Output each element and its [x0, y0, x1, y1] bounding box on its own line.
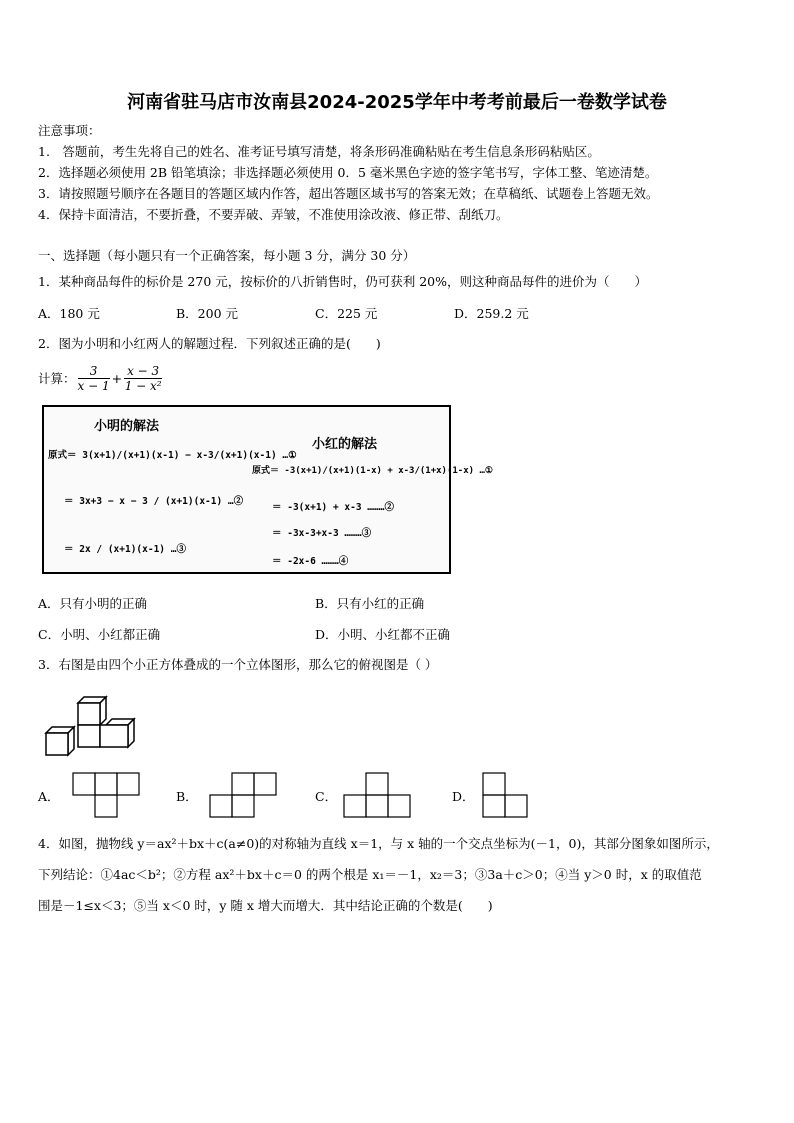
- xiaohong-title: 小红的解法: [312, 437, 378, 452]
- q3-option-d-label[interactable]: D．: [452, 789, 475, 804]
- q4-stem-line-3: 围是－1≤x＜3；⑤当 x＜0 时，y 随 x 增大而增大．其中结论正确的个数是( ): [38, 898, 493, 913]
- q2-calc-label: 计算：: [38, 371, 76, 386]
- q3-option-b-figure[interactable]: [209, 772, 277, 818]
- q2-solution-image: [42, 405, 493, 574]
- notice-heading: 注意事项：: [38, 123, 101, 138]
- q2-fraction-1: [78, 364, 110, 393]
- q3-option-c-figure[interactable]: [343, 772, 411, 818]
- q2-fraction-2-denominator: 1 − x²: [124, 378, 162, 393]
- q1-stem: 1．某种商品每件的标价是 270 元，按标价的八折销售时，仍可获利 20%，则这种商品每件的进价为（ ）: [38, 274, 648, 289]
- xiaoming-step-2: ＝ 3x+3 − x − 3 / (x+1)(x-1) …②: [64, 496, 244, 507]
- notice-item-4: 4．保持卡面清洁，不要折叠，不要弄破、弄皱，不准使用涂改液、修正带、刮纸刀。: [38, 207, 509, 222]
- xiaoming-step-1: 原式＝ 3(x+1)/(x+1)(x-1) − x-3/(x+1)(x-1) …①: [48, 450, 297, 461]
- q1-option-c[interactable]: C．225 元: [315, 306, 378, 321]
- notice-item-1: 1. 答题前，考生先将自己的姓名、准考证号填写清楚，将条形码准确粘贴在考生信息条形码粘贴区。: [38, 144, 600, 159]
- xiaohong-step-2: ＝ -3(x+1) + x-3 ………②: [272, 502, 394, 513]
- xiaohong-step-3: ＝ -3x-3+x-3 ………③: [272, 528, 372, 539]
- xiaohong-step-1: 原式＝ -3(x+1)/(x+1)(1-x) + x-3/(1+x)(1-x) …①: [252, 466, 493, 476]
- q2-calc-expression: [38, 358, 164, 398]
- notice-item-2: 2．选择题必须使用 2B 铅笔填涂；非选择题必须使用 0．5 毫米黑色字迹的签字笔书写，字体工整、笔迹清楚。: [38, 165, 658, 180]
- xiaoming-title: 小明的解法: [94, 419, 160, 434]
- q3-stem: 3．右图是由四个小正方体叠成的一个立体图形，那么它的俯视图是（ ）: [38, 657, 438, 672]
- q2-option-b[interactable]: B．只有小红的正确: [315, 596, 425, 611]
- notice-item-3: 3．请按照题号顺序在各题目的答题区域内作答，超出答题区域书写的答案无效；在草稿纸、试题卷上答题无效。: [38, 186, 659, 201]
- q3-option-a-figure[interactable]: [72, 772, 140, 818]
- q2-option-c[interactable]: C．小明、小红都正确: [38, 627, 161, 642]
- q3-cube-figure: [44, 693, 140, 759]
- q1-option-a[interactable]: A．180 元: [38, 306, 100, 321]
- q2-fraction-2-numerator: x − 3: [124, 364, 162, 379]
- q1-option-d[interactable]: D．259.2 元: [454, 306, 529, 321]
- xiaoming-step-3: ＝ 2x / (x+1)(x-1) …③: [64, 544, 186, 555]
- q2-stem: 2．图为小明和小红两人的解题过程．下列叙述正确的是( ): [38, 336, 381, 351]
- q2-option-a[interactable]: A．只有小明的正确: [38, 596, 148, 611]
- q3-option-c-label[interactable]: C．: [315, 789, 338, 804]
- q3-option-a-label[interactable]: A．: [38, 789, 60, 804]
- q2-fraction-2: [124, 364, 162, 393]
- q1-option-b[interactable]: B．200 元: [176, 306, 239, 321]
- q3-option-d-figure[interactable]: [482, 772, 530, 818]
- section-heading: 一、选择题（每小题只有一个正确答案，每小题 3 分，满分 30 分）: [38, 248, 416, 263]
- q2-fraction-1-numerator: 3: [78, 364, 110, 379]
- q4-stem-line-2: 下列结论：①4ac＜b²；②方程 ax²＋bx＋c＝0 的两个根是 x₁＝－1，x₂＝3；③3a＋c＞0；④当 y＞0 时，x 的取值范: [38, 867, 702, 882]
- page-title: 河南省驻马店市汝南县2024-2025学年中考考前最后一卷数学试卷: [127, 92, 667, 113]
- xiaohong-step-4: ＝ -2x-6 ………④: [272, 556, 349, 567]
- q2-fraction-1-denominator: x − 1: [77, 378, 110, 393]
- q2-plus-sign: +: [111, 370, 123, 386]
- q4-stem-line-1: 4．如图，抛物线 y＝ax²＋bx＋c(a≠0)的对称轴为直线 x＝1，与 x 轴的一个交点坐标为(－1，0)，其部分图象如图所示，: [38, 836, 719, 851]
- q3-option-b-label[interactable]: B．: [176, 789, 198, 804]
- q2-option-d[interactable]: D．小明、小红都不正确: [315, 627, 451, 642]
